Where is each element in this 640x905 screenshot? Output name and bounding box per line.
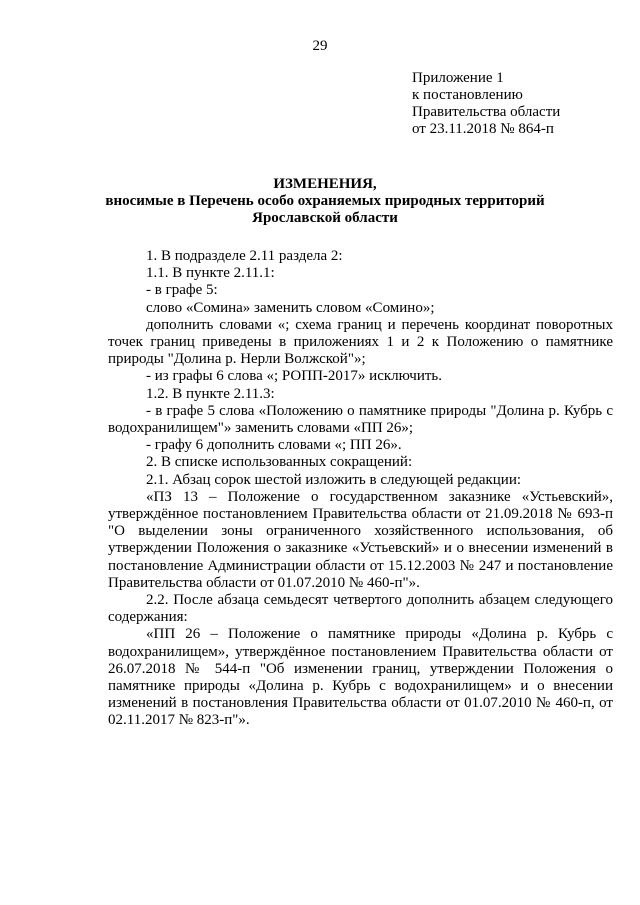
paragraph-9: - графу 6 дополнить словами «; ПП 26». (146, 437, 402, 454)
page-number: 29 (312, 38, 328, 54)
document-heading (90, 176, 560, 227)
paragraph-11: 2.1. Абзац сорок шестой изложить в следующей редакции: (146, 471, 522, 488)
paragraph-2: 1.1. В пункте 2.11.1: (146, 265, 275, 282)
paragraph-13: 2.2. После абзаца семьдесят четвертого дополнить абзацем следующего содержания: (108, 592, 613, 626)
paragraph-4: слово «Сомина» заменить словом «Сомино»; (146, 299, 435, 316)
paragraph-8: - в графе 5 слова «Положению о памятнике природы "Долина р. Кубрь с водохранилищем"» заменить словами «ПП 26»; (108, 402, 613, 437)
appendix-line-4: от 23.11.2018 № 864-п (412, 121, 554, 137)
appendix-line-1: Приложение 1 (412, 70, 504, 86)
paragraph-1: 1. В подразделе 2.11 раздела 2: (146, 248, 343, 264)
appendix-line-3: Правительства области (412, 104, 561, 120)
document-body (108, 248, 613, 730)
paragraph-10: 2. В списке использованных сокращений: (146, 454, 413, 471)
appendix-block (412, 70, 560, 138)
paragraph-3: - в графе 5: (146, 282, 218, 299)
heading-title: ИЗМЕНЕНИЯ, (273, 176, 377, 192)
heading-subtitle-line-2: Ярославской области (252, 210, 398, 226)
paragraph-7: 1.2. В пункте 2.11.3: (146, 385, 275, 402)
appendix-line-2: к постановлению (412, 87, 523, 103)
paragraph-12: «ПЗ 13 – Положение о государственном заказнике «Устьевский», утверждённое постановлением Правительства области от 21.09.2018 № 693-п "О выделении зоны ограниченного хозяйственного использования, об утверждении Положения о заказнике «Устьевский» и о внесении изменений в постановление Администрации области от 15.12.2003 № 247 и постановление Правительства области от 01.07.2010 № 460-п"». (108, 488, 613, 591)
paragraph-6: - из графы 6 слова «; РОПП-2017» исключить. (146, 368, 442, 385)
paragraph-14: «ПП 26 – Положение о памятнике природы «Долина р. Кубрь с водохранилищем», утверждённое постановлением Правительства области от 26.07.2018 № 544-п "Об изменении границ, утверждении Положения о памятнике природы «Долина р. Кубрь с водохранилищем» и о внесении изменений в постановления Правительства области от 01.07.2010 № 460-п, от 02.11.2017 № 823-п"». (108, 626, 613, 729)
heading-subtitle-line-1: вносимые в Перечень особо охраняемых природных территорий (105, 193, 545, 209)
paragraph-5: дополнить словами «; схема границ и перечень координат поворотных точек границ приведены в приложениях 1 и 2 к Положению о памятнике природы "Долина р. Нерли Волжской"»; (108, 316, 613, 368)
